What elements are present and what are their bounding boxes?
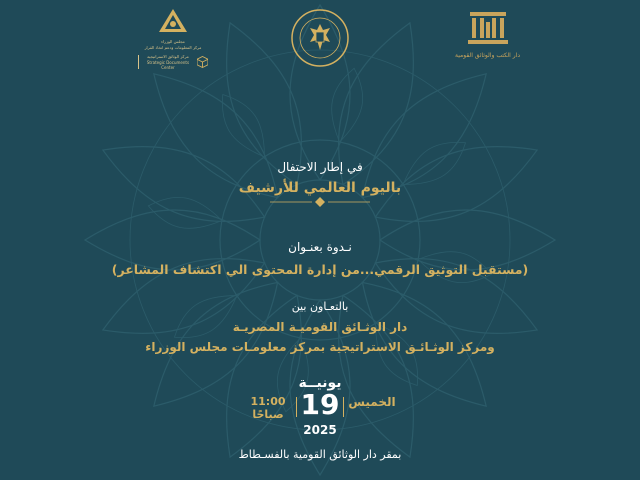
archives-building-icon: [468, 8, 508, 46]
intro-line2: باليوم العالمي للأرشيف: [238, 180, 402, 196]
event-month: يونيــة: [298, 375, 342, 391]
event-day: 19: [300, 388, 340, 421]
sdc-caption-english: Strategic Documents Center: [146, 60, 190, 70]
pyramid-emblem-icon: [158, 8, 188, 34]
idsc-logo: [138, 8, 208, 70]
seminar-label: نـدوة بعنـوان: [288, 240, 352, 254]
sdc-cube-icon: [197, 56, 208, 68]
intro-line1: في إطار الاحتفال: [277, 160, 363, 174]
ministry-of-culture-seal: [288, 8, 352, 72]
partner-2: ومركز الوثـائـق الاستراتيجية بمركز معلومـات مجلس الوزراء: [145, 340, 495, 354]
event-weekday: الخميس: [348, 395, 396, 409]
divider-ornament: [270, 197, 370, 207]
event-time: 11:00 صباحًا: [250, 395, 286, 421]
event-date: [240, 375, 400, 445]
partners-label: بالتعـاون بين: [291, 300, 349, 313]
archives-caption: دار الكتب والوثائق القومية: [454, 52, 520, 59]
sdc-caption-arabic: مركز الوثائق الاستراتيجية: [147, 54, 189, 59]
logo-caption-line1: مجلس الوزراء: [161, 39, 185, 44]
eagle-seal-icon: [290, 8, 350, 68]
seminar-title: (مستقبل التوثيق الرقمي...من إدارة المحتوى الي اكتشاف المشاعر): [111, 262, 529, 277]
logo-caption-line2: مركز المعلومات ودعم اتخاذ القرار: [144, 45, 202, 50]
partner-1: دار الوثـائق القوميـة المصريـة: [232, 320, 408, 334]
event-venue: بمقر دار الوثائق القومية بالفسـطاط: [238, 448, 402, 461]
event-year: 2025: [303, 423, 337, 437]
national-archives-logo: [450, 8, 525, 59]
